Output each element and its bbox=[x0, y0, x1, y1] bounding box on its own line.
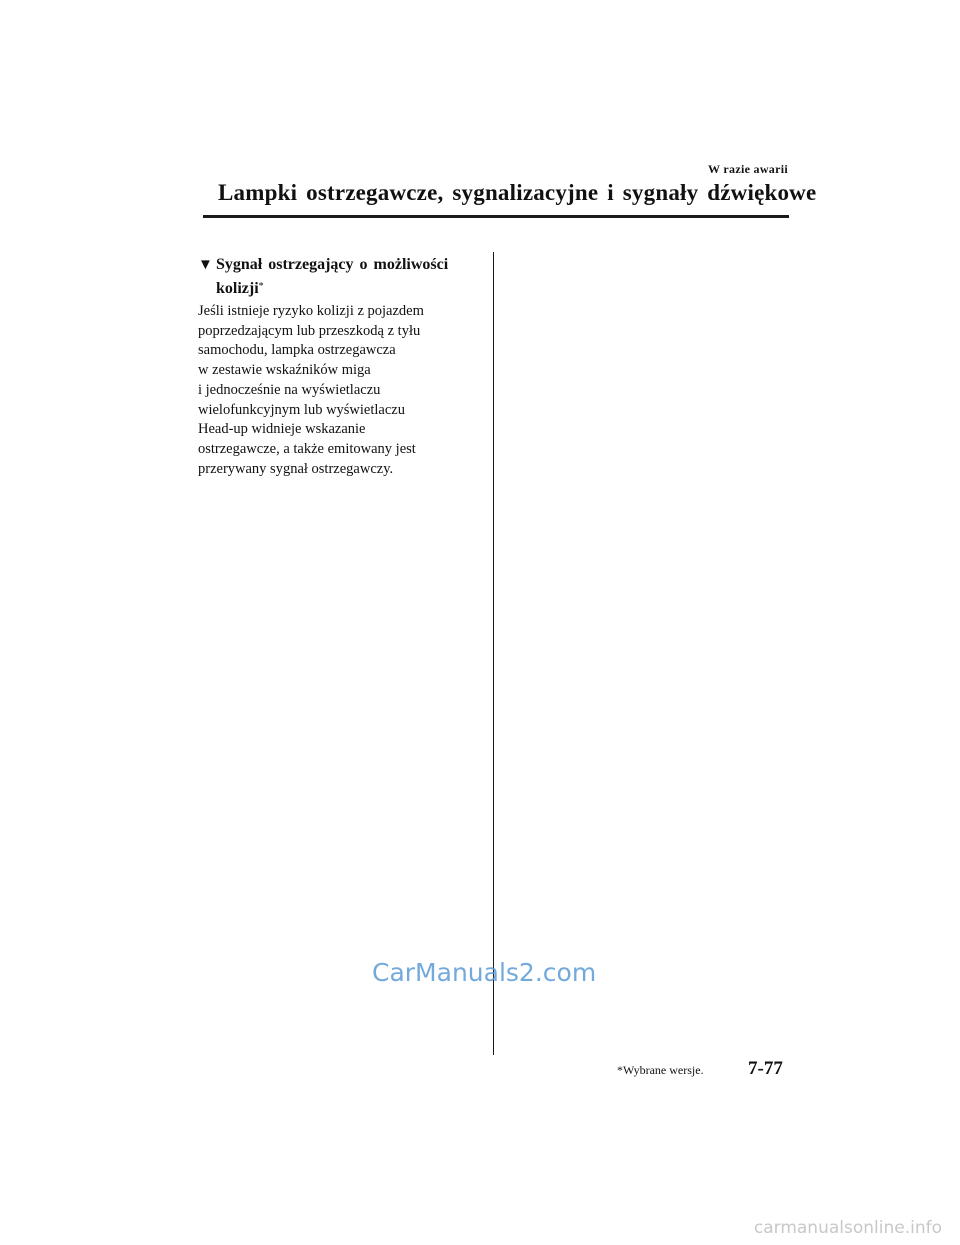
section-heading-line2: kolizji bbox=[216, 280, 259, 297]
body-line: przerywany sygnał ostrzegawczy. bbox=[198, 460, 394, 477]
section-heading-line1: Sygnał ostrzegający o możliwości bbox=[216, 256, 449, 273]
bottom-watermark: carmanualsonline.info bbox=[753, 1218, 942, 1238]
section-body bbox=[198, 302, 488, 479]
page-number: 7-77 bbox=[748, 1058, 783, 1079]
optional-asterisk: * bbox=[258, 281, 264, 292]
section-heading-line2-wrap bbox=[198, 277, 468, 300]
section-heading bbox=[198, 253, 468, 300]
triangle-marker-icon: ▼ bbox=[198, 257, 213, 273]
body-line: samochodu, lampka ostrzegawcza bbox=[198, 342, 396, 359]
body-line: Head-up widnieje wskazanie bbox=[198, 421, 366, 438]
body-line: w zestawie wskaźników miga bbox=[198, 362, 371, 379]
body-line: wielofunkcyjnym lub wyświetlaczu bbox=[198, 401, 405, 418]
page-title: Lampki ostrzegawcze, sygnalizacyjne i sygnały dźwiękowe bbox=[218, 180, 817, 205]
column-divider bbox=[493, 252, 494, 1055]
title-rule bbox=[203, 215, 789, 218]
center-watermark: CarManuals2.com bbox=[372, 958, 597, 987]
footnote: *Wybrane wersje. bbox=[617, 1063, 704, 1077]
chapter-label: W razie awarii bbox=[708, 162, 788, 176]
body-line: i jednocześnie na wyświetlaczu bbox=[198, 381, 381, 398]
body-line: ostrzegawcze, a także emitowany jest bbox=[198, 440, 416, 457]
body-line: poprzedzającym lub przeszkodą z tyłu bbox=[198, 322, 421, 339]
body-line: Jeśli istnieje ryzyko kolizji z pojazdem bbox=[198, 303, 424, 319]
